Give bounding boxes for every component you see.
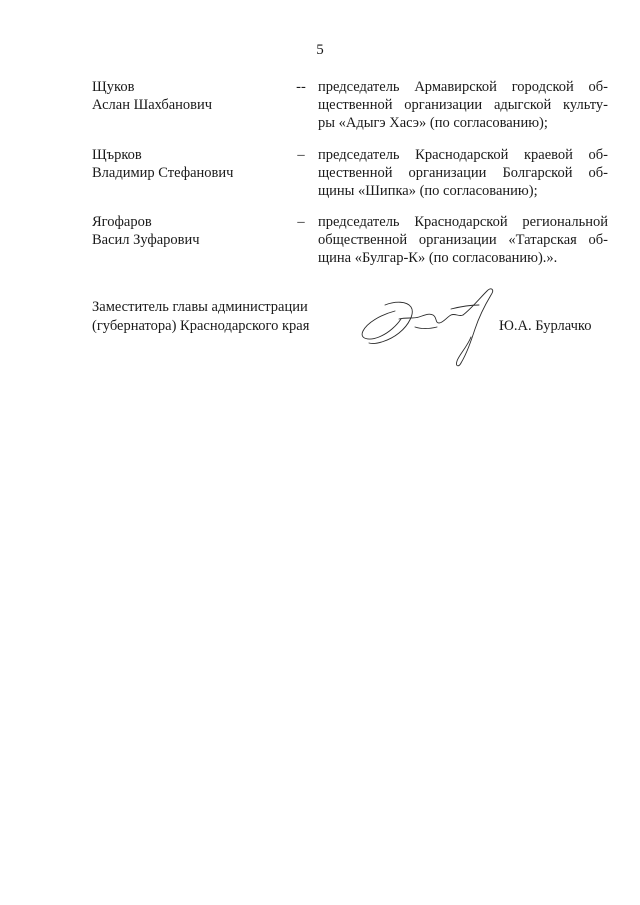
person-name bbox=[92, 146, 282, 182]
description-line: щина «Булгар-К» (по согласованию).». bbox=[318, 250, 558, 266]
person-given-names: Аслан Шахбанович bbox=[92, 97, 213, 113]
person-surname: Щърков bbox=[92, 147, 142, 163]
description-line: председатель Краснодарской краевой об- bbox=[318, 147, 608, 163]
person-description bbox=[318, 146, 608, 200]
signer-title bbox=[92, 298, 309, 336]
description-line: щины «Шипка» (по согласованию); bbox=[318, 183, 538, 199]
entry-dash: – bbox=[297, 147, 305, 163]
description-line: председатель Армавирской городской об- bbox=[318, 79, 608, 95]
handwritten-signature bbox=[355, 283, 505, 373]
description-line: общественной организации «Татарская об- bbox=[318, 232, 608, 248]
person-given-names: Владимир Стефанович bbox=[92, 165, 234, 181]
person-surname: Ягофаров bbox=[92, 214, 152, 230]
page-number: 5 bbox=[316, 42, 324, 58]
person-given-names: Васил Зуфарович bbox=[92, 232, 200, 248]
person-name bbox=[92, 213, 282, 249]
description-line: щественной организации адыгской культу- bbox=[318, 97, 608, 113]
person-surname: Щуков bbox=[92, 79, 135, 95]
person-name bbox=[92, 78, 282, 114]
description-line: щественной организации Болгарской об- bbox=[318, 165, 608, 181]
entry-dash: -- bbox=[296, 79, 306, 95]
signer-title-line: (губернатора) Краснодарского края bbox=[92, 318, 310, 334]
person-description bbox=[318, 213, 608, 267]
person-description bbox=[318, 78, 608, 132]
signer-title-line: Заместитель главы администрации bbox=[92, 299, 308, 315]
signer-name: Ю.А. Бурлачко bbox=[499, 318, 592, 334]
description-line: председатель Краснодарской региональной bbox=[318, 214, 608, 230]
entry-dash: – bbox=[297, 214, 305, 230]
description-line: ры «Адыгэ Хасэ» (по согласованию); bbox=[318, 115, 548, 131]
